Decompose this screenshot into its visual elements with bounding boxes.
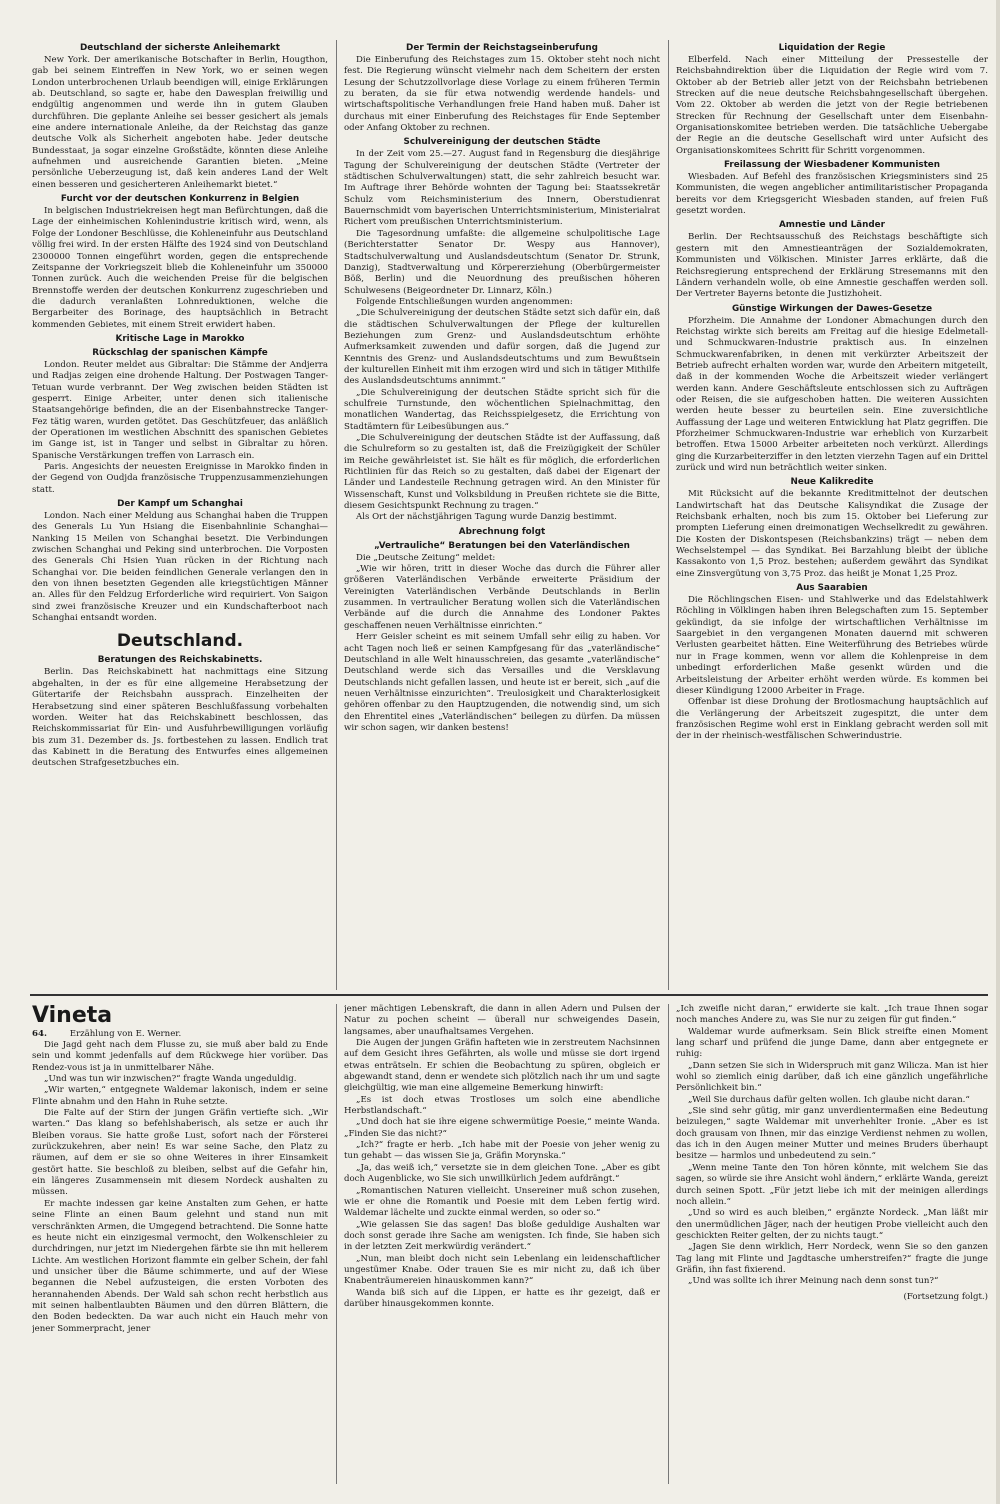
article-headline: Neue Kalikredite [790, 477, 874, 488]
article-headline: Rückschlag der spanischen Kämpfe [92, 347, 268, 358]
story-paragraph: „Sie sind sehr gütig, mir ganz unverdientermaßen eine Bedeutung beizulegen,“ sagte Waldemar mit unverhehlter Ironie. „Aber es ist doch grausam von Ihnen, mir das einzige Verdienst nehmen zu wollen, das ich in den Augen meiner Mutter und meines Bruders überhaupt besitze — harmlos und unbedeutend zu sein.“ [676, 1106, 988, 1162]
serial-text-3 [676, 1004, 988, 1288]
story-paragraph: „Jagen Sie denn wirklich, Herr Nordeck, wenn Sie so den ganzen Tag lang mit Flinte und Jagdtasche umherstreifen?“ fragte die junge Gräfin, ihn fast fixierend. [676, 1242, 988, 1275]
installment-number: 64. [32, 1029, 47, 1039]
article-headline: Furcht vor der deutschen Konkurrenz in Belgien [60, 194, 300, 205]
story-paragraph: „Wie gelassen Sie das sagen! Das bloße geduldige Aushalten war doch sonst gerade ihre Sache am wenigsten. Ich finde, Sie haben sich in der letzten Zeit merkwürdig verändert.“ [344, 1219, 660, 1253]
article-headline: Amnestie und Länder [779, 220, 885, 231]
story-paragraph: Er machte indessen gar keine Anstalten zum Gehen, er hatte seine Flinte an einen Baum gelehnt und stand nun mit verschränkten Armen, die Umgegend betrachtend. Die Sonne hatte es heute nicht ein einzigesmal vermocht, den Wolkenschleier zu durchdringen, nur jetzt im Niedergehen färbte sie ihn mit hellerem Lichte. Am westlichen Horizont flammte ein gelber Schein, der fahl und unsicher über die Bäume schimmerte, und auf der Wiese begannen die Nebel aufzusteigen, die ersten Vorboten des herannahenden Abends. Der Wald sah schon recht herbstlich aus mit seinen halbentlaubten Bäumen und den dürren Blättern, die den Boden bedeckten. Da war auch nicht ein Hauch mehr von jener Sommerpracht, jener [32, 1198, 328, 1334]
article-paragraph: „Die Schulvereinigung der deutschen Städte ist der Auffassung, daß die Schulreform so zu gestalten ist, daß die Freizügigkeit der Schüler im Reiche gewährleistet ist. Sie hält es für möglich, die erforderlichen Richtlinien für das Reich so zu gestalten, daß dabei der Eigenart der Länder und Landesteile Rechnung getragen wird. An den Minister für Wissenschaft, Kunst und Volksbildung in Preußen richtete sie die Bitte, diesem Gesichtspunkt Rechnung zu tragen.“ [344, 433, 660, 512]
column-rule [336, 40, 337, 990]
article-paragraph: Offenbar ist diese Drohung der Brotlosmachung hauptsächlich auf die Verlängerung der Arbeitszeit zugespitzt, die unter dem französischen Regime wohl erst in Einklang gebracht werden soll mit der in der rheinisch-westfälischen Schwerindustrie. [676, 697, 988, 742]
article-paragraph: Mit Rücksicht auf die bekannte Kreditmittelnot der deutschen Landwirtschaft hat das Deutsche Kalisyndikat die Zusage der Reichsbank erhalten, noch bis zum 15. Oktober bei Lieferung zur prompten Lieferung einen dreimonatigen Wechselkredit zu gewähren. Die Kosten der Diskontspesen (Reichsbankzins) trägt — neben dem Wechselstempel — das Syndikat. Bei Barzahlung bleibt der übliche Kassakonto von 1,5 Proz. bestehen; außerdem gewährt das Syndikat eine Zinsvergütung von 3,75 Proz. das heißt je Monat 1,25 Proz. [676, 489, 988, 579]
story-paragraph: „Und was tun wir inzwischen?“ fragte Wanda ungeduldig. [44, 1074, 297, 1085]
story-paragraph: „Wir warten,“ entgegnete Waldemar lakonisch, indem er seine Flinte abnahm und den Hahn in Ruhe setzte. [32, 1085, 328, 1107]
news-column-1 [32, 40, 328, 992]
story-paragraph: Waldemar wurde aufmerksam. Sein Blick streifte einen Moment lang scharf und prüfend die junge Dame, dann aber entgegnete er ruhig: [676, 1026, 988, 1060]
article-paragraph: Die Tagesordnung umfaßte: die allgemeine schulpolitische Lage (Berichterstatter Senator Dr. Wespy aus Hannover), Stadtschulverwaltung und Auslandsdeutschtum (Senator Dr. Strunk, Danzig), Stadtverwaltung und Körpererziehung (Oberbürgermeister Böß, Berlin) und die Neuordnung des preußischen höheren Schulwesens (Beigeordneter Dr. Linnarz, Köln.) [344, 228, 660, 296]
article-headline: Kritische Lage in Marokko [115, 333, 245, 344]
article-headline: Deutschland der sicherste Anleihemarkt [80, 43, 280, 53]
article-paragraph: Wiesbaden. Auf Befehl des französischen Kriegsministers sind 25 Kommunisten, die wegen angeblicher antimilitaristischer Propaganda bereits vor dem Kriegsgericht Wiesbaden standen, auf freien Fuß gesetzt worden. [676, 172, 988, 217]
article-paragraph: Berlin. Das Reichskabinett hat nachmittags eine Sitzung abgehalten, in der es für eine allgemeine Herabsetzung der Gütertarife der Reichsbahn aussprach. Einzelheiten der Herabsetzung sind einer späteren Beschlußfassung vorbehalten worden. Weiter hat das Reichskabinett beschlossen, das Reichskommissariat für Ein- und Ausfuhrbewilligungen vorläufig bis zum 31. Dezember ds. Js. fortbestehen zu lassen. Endlich trat das Kabinett in die Beratung des Entwurfes eines allgemeinen deutschen Strafgesetzbuches ein. [32, 667, 328, 769]
article-headline: Der Kampf um Schanghai [117, 499, 243, 510]
story-paragraph: Die Augen der jungen Gräfin hafteten wie in zerstreutem Nachsinnen auf dem Gesicht ihres Gefährten, als wolle und müsse sie dort irgend etwas enträtseln. Er schien die Beobachtung zu spüren, obgleich er abgewandt stand, denn er wendete sich plötzlich nach ihr um und sagte gleichgültig, wie man eine allgemeine Bemerkung hinwirft: [344, 1038, 660, 1094]
serial-byline: Erzählung von E. Werner. [69, 1029, 182, 1039]
column-rule [336, 1004, 337, 1484]
story-paragraph: „Wenn meine Tante den Ton hören könnte, mit welchem Sie das sagen, so würde sie ihre Ansicht wohl ändern,“ erklärte Wanda, gereizt durch seinen Spott. „Für jetzt liebe ich mit der meinigen allerdings noch allein.“ [676, 1162, 988, 1207]
serial-meta [32, 1028, 328, 1040]
story-paragraph: „Ja, das weiß ich,“ versetzte sie in dem gleichen Tone. „Aber es gibt doch Augenblicke, wo Sie sich unwillkürlich Jedem aufdrängt.“ [344, 1162, 660, 1185]
serial-text-2 [344, 1004, 660, 1310]
article-paragraph: Als Ort der nächstjährigen Tagung wurde Danzig bestimmt. [356, 512, 617, 523]
article-headline: Der Termin der Reichstagseinberufung [406, 43, 598, 53]
article-paragraph: Herr Geisler scheint es mit seinem Umfall sehr eilig zu haben. Vor acht Tagen noch ließ er seinen Kampfgesang für das „vaterländische“ Deutschland in alle Welt hinausschreien, das gesamte „vaterländische“ Deutschland werde sich das Versailles und die Versklavung Deutschlands nicht gefallen lassen, und heute ist er bereit, sich „auf die neuen Verhältnisse einzurichten“. Treulosigkeit und Charakterlosigkeit gehören offenbar zu den Hauptzugenden, die notwendig sind, um sich den Ehrentitel eines „Vaterländischen“ beilegen zu dürfen. Da müssen wir schon sagen, wir danken bestens! [344, 632, 660, 733]
article-headline: Freilassung der Wiesbadener Kommunisten [723, 160, 941, 171]
article-headline: Aus Saarabien [796, 583, 868, 594]
column-rule [668, 40, 669, 990]
continuation-note: (Fortsetzung folgt.) [903, 1291, 988, 1302]
article-paragraph: London. Reuter meldet aus Gibraltar: Die Stämme der Andjerra und Radjas zeigen eine drohende Haltung. Der Postwagen Tanger-Tetuan wurde verbrannt. Der Weg zwischen beiden Städten ist gesperrt. Einige Arbeiter, unter denen sich italienische Staatsangehörige befinden, die an der Eisenbahnstrecke Tanger-Fez tätig waren, wurden getötet. Das Geschützfeuer, das anläßlich der Operationen im westlichen Abschnitt des spanischen Gebietes im Gange ist, ist in Tanger und selbst in Gibraltar zu hören. Spanische Verstärkungen treffen von Larrasch ein. [32, 359, 328, 461]
page-edge [996, 0, 1000, 1504]
article-headline: Beratungen des Reichskabinetts. [97, 655, 263, 666]
article-paragraph: Folgende Entschließungen wurden angenommen: [356, 296, 573, 307]
story-paragraph: Die Jagd geht nach dem Flusse zu, sie muß aber bald zu Ende sein und kommt jedenfalls auf dem Rückwege hier vorüber. Das Rendez-vous ist ja in unmittelbarer Nähe. [32, 1040, 328, 1073]
serial-column-3 [676, 1004, 988, 1494]
news-column-2 [344, 40, 660, 992]
article-headline: „Vertrauliche“ Beratungen bei den Vaterländischen [374, 540, 630, 551]
story-paragraph: „Romantischen Naturen vielleicht. Unsereiner muß schon zusehen, wie er ohne die Romantik und Poesie mit dem Leben fertig wird. Waldemar lächelte und zuckte einmal werden, so oder so.“ [344, 1185, 660, 1219]
story-paragraph: Die Falte auf der Stirn der jungen Gräfin vertiefte sich. „Wir warten.“ Das klang so befehlshaberisch, als setze er auch ihr Bleiben voraus. Sie hatte große Lust, sofort nach der Försterei zurückzukehren, aber nein! Es war seine Sache, den Platz zu räumen, auf dem er sie so ohne Weiteres in ihrer Einsamkeit gestört hatte. Sie beschloß zu bleiben, selbst auf die Gefahr hin, ein längeres Zusammensein mit diesem Nordeck aushalten zu müssen. [32, 1108, 328, 1198]
story-paragraph: „Es ist doch etwas Trostloses um solch eine abendliche Herbstlandschaft.“ [344, 1094, 660, 1117]
serial-title: Vineta [32, 1004, 113, 1028]
article-paragraph: „Wie wir hören, tritt in dieser Woche das durch die Führer aller größeren Vaterländischen Verbände erweiterte Präsidium der Vereinigten Vaterländischen Verbände Deutschlands in Berlin zusammen. In vertraulicher Beratung wollen sich die Vaterländischen Verbände auf die durch die Annahme des Londoner Paktes geschaffenen neuen Verhältnisse einrichten.“ [344, 564, 660, 631]
article-paragraph: In belgischen Industriekreisen hegt man Befürchtungen, daß die Lage der einheimischen Kohlenindustrie kritisch wird, wenn, als Folge der Londoner Beschlüsse, die Kohleneinfuhr aus Deutschland völlig frei wird. In der ersten Hälfte des 1924 sind von Deutschland 2300000 Tonnen eingeführt worden, gegen die entsprechende Zeitspanne der Vorkriegszeit blieb die Kohleneinfuhr um 350000 Tonnen zurück. Auch die weichenden Preise für die belgischen Brennstoffe werden der deutschen Konkurrenz zugeschrieben und die dadurch veranlaßten Lohnreduktionen, welche die Bergarbeiter des Borinage, des hauptsächlich in Betracht kommenden Gebietes, mit einem Streit erwidert haben. [32, 206, 328, 330]
article-paragraph: Berlin. Der Rechtsausschuß des Reichstags beschäftigte sich gestern mit den Amnestieanträgen der Sozialdemokraten, Kommunisten und Völkischen. Minister Jarres erklärte, daß die Reichsregierung entsprechend der Erklärung Stresemanns mit den Ländern verhandeln wolle, ob eine Amnestie geschaffen werden soll. Der Vertreter Bayerns betonte die Justizhoheit. [676, 232, 988, 300]
article-headline: Günstige Wirkungen der Dawes-Gesetze [731, 303, 933, 314]
section-divider [30, 994, 988, 996]
article-paragraph: In der Zeit vom 25.—27. August fand in Regensburg die diesjährige Tagung der Schulvereinigung der deutschen Städte (Vertreter der städtischen Schulverwaltungen) statt, die sehr zahlreich besucht war. Im Auftrage ihrer Behörde wohnten der Tagung bei: Staatssekretär Schulz vom Reichsministerium des Innern, Oberstudienrat Bauernschmidt vom bayerischen Unterrichtsministerium, Ministerialrat Richert vom preußischen Unterrichtsministerium. [344, 149, 660, 228]
article-paragraph: Die „Deutsche Zeitung“ meldet: [356, 552, 496, 563]
section-heading: Deutschland. [116, 631, 244, 652]
story-paragraph: „Ich?“ fragte er herb. „Ich habe mit der Poesie von jeher wenig zu tun gehabt — das wissen Sie ja, Gräfin Morynska.“ [344, 1140, 660, 1162]
story-paragraph: Wanda biß sich auf die Lippen, er hatte es ihr gezeigt, daß er darüber hinausgekommen konnte. [344, 1287, 660, 1309]
serial-column-1 [32, 1004, 328, 1494]
serial-column-2 [344, 1004, 660, 1494]
story-paragraph: „Und so wird es auch bleiben,“ ergänzte Nordeck. „Man läßt mir den unermüdlichen Jäger, nach der heutigen Probe vielleicht auch den geschickten Reiter gelten, der zu nichts taugt.“ [676, 1208, 988, 1241]
story-paragraph: „Und doch hat sie ihre eigene schwermütige Poesie,“ meinte Wanda. „Finden Sie das nicht?“ [344, 1117, 660, 1139]
article-headline: Liquidation der Regie [778, 43, 886, 53]
article-paragraph: London. Nach einer Meldung aus Schanghai haben die Truppen des Generals Lu Yun Hsiang die Eisenbahnlinie Schanghai—Nanking 15 Meilen von Schanghai besetzt. Die Verbindungen zwischen Schanghai und Peking sind unterbrochen. Die Vorposten des Generals Chi Hsien Yuan rücken in der Richtung nach Schanghai vor. Die beiden feindlichen Generale verlangen den in den von ihnen besetzten Gegenden alle kriegstüchtigen Männer an. Alles für den Feldzug Erforderliche wird requiriert. Von Saigon sind zwei französische Kreuzer und ein Kundschafterboot nach Schanghai entsandt worden. [32, 511, 328, 624]
story-paragraph: „Ich zweifle nicht daran,“ erwiderte sie kalt. „Ich traue Ihnen sogar noch manches Andere zu, was Sie nur zu zeigen für gut finden.“ [676, 1004, 988, 1026]
serial-text-1 [32, 1040, 328, 1335]
article-paragraph: „Die Schulvereinigung der deutschen Städte spricht sich für die schulfreie Turnstunde, den wöchentlichen Spielnachmittag, den monatlichen Wandertag, das Reichsspielgesetz, die Errichtung von Stadtämtern für Leibesübungen aus.“ [344, 387, 660, 432]
story-paragraph: „Dann setzen Sie sich in Widerspruch mit ganz Wilicza. Man ist hier wohl so ziemlich einig darüber, daß ich eine gänzlich ungefährliche Persönlichkeit bin.“ [676, 1060, 988, 1094]
news-column-3 [676, 40, 988, 992]
story-paragraph: „Weil Sie durchaus dafür gelten wollen. Ich glaube nicht daran.“ [688, 1094, 970, 1105]
article-headline: Abrechnung folgt [458, 526, 546, 537]
article-paragraph: Pforzheim. Die Annahme der Londoner Abmachungen durch den Reichstag wirkte sich bereits am Freitag auf die hiesige Edelmetall- und Schmuckwaren-Industrie praktisch aus. In einzelnen Schmuckwarenfabriken, in denen mit verkürzter Arbeitszeit der Betrieb aufrecht erhalten worden war, wurde den Arbeitern mitgeteilt, daß in der kommenden Woche die Arbeitszeit wieder verlängert werden kann. Andere Geschäftsleute entschlossen sich zu Aufträgen oder Reisen, die sie aufgeschoben hatten. Die weiteren Aussichten werden heute besser zu beurteilen sein. Eine zuversichtliche Auffassung der Lage und weiteren Entwicklung hat Platz gegriffen. Die Pforzheimer Schmuckwaren-Industrie war erheblich von Kurzarbeit betroffen. Etwa 15000 Arbeiter arbeiteten noch verkürzt. Allerdings ging die Kurzarbeiterziffer in den letzten vierzehn Tagen auf ein Drittel zurück und wird nun beträchtlich weiter sinken. [676, 315, 988, 473]
story-paragraph: jener mächtigen Lebenskraft, die dann in allen Adern und Pulsen der Natur zu pochen scheint — überall nur schweigendes Dasein, langsames, aber unaufhaltsames Vergehen. [344, 1004, 660, 1037]
article-paragraph: New York. Der amerikanische Botschafter in Berlin, Hougthon, gab bei seinem Eintreffen in New York, wo er seinen wegen London unterbrochenen Urlaub beendigen will, einige Erklärungen ab. Deutschland, so sagte er, habe den Dawesplan freiwillig und endgültig angenommen und werde ihn in gutem Glauben durchführen. Die geplante Anleihe sei besser gesichert als jemals eine andere internationale Anleihe, da der Reichstag das ganze deutsche Volk als Sicherheit angeboten habe. Jeder deutsche Bundesstaat, ja sogar einzelne Großstädte, könnten diese Anleihe aufnehmen und ausreichende Garantien bieten. „Meine persönliche Ueberzeugung ist, daß kein anderes Land der Welt einen besseren und gesicherteren Anleihemarkt bietet.“ [32, 55, 328, 190]
article-paragraph: Die Röchlingschen Eisen- und Stahlwerke und das Edelstahlwerk Röchling in Völklingen haben ihren Belegschaften zum 15. September gekündigt, da sie infolge der wirtschaftlichen Verhältnisse im Saargebiet in den vergangenen Monaten dauernd mit schweren Verlusten gearbeitet hätten. Eine Weiterführung des Betriebes würde nur in Frage kommen, wenn vor allem die Kohlenpreise in dem unbedingt erforderlichen Maße gesenkt würden und die Arbeitsleistung der Arbeiter erhöht werden würde. Es kommen bei dieser Kündigung 12000 Arbeiter in Frage. [676, 595, 988, 696]
article-paragraph: Elberfeld. Nach einer Mitteilung der Pressestelle der Reichsbahndirektion über die Liquidation der Regie wird vom 7. Oktober ab der Betrieb aller jetzt von der Reichsbahn betriebenen Strecken auf die neue deutsche Reichsbahngesellschaft übergehen. Vom 22. Oktober ab werden die jetzt von der Regie betriebenen Strecken für Rechnung der Gesellschaft unter dem Eisenbahn-Organisationskomitee betrieben werden. Die tatsächliche Uebergabe der Regie an die deutsche Gesellschaft wird unter Aufsicht des Organisationskomitees Schritt für Schritt vorgenommen. [676, 55, 988, 156]
story-paragraph: „Nun, man bleibt doch nicht sein Lebenlang ein leidenschaftlicher ungestümer Knabe. Oder trauen Sie es mir nicht zu, daß ich über Knabenträumereien hinauskommen kann?“ [344, 1253, 660, 1287]
article-paragraph: Die Einberufung des Reichstages zum 15. Oktober steht noch nicht fest. Die Regierung wünscht vielmehr nach dem Scheitern der ersten Lesung der Schutzzollvorlage diese Vorlage zu einem früheren Termin zu beraten, da sie für etwa notwendig werdende handels- und wirtschaftspolitische Verhandlungen freie Hand haben muß. Daher ist durchaus mit einer Einberufung des Reichstages für Ende September oder Anfang Oktober zu rechnen. [344, 55, 660, 134]
article-paragraph: „Die Schulvereinigung der deutschen Städte setzt sich dafür ein, daß die städtischen Schulverwaltungen der Pflege der kulturellen Beziehungen zum Grenz- und Auslandsdeutschtum erhöhte Aufmerksamkeit zuwenden und dafür sorgen, daß die Jugend zur Kenntnis des Grenz- und Auslandsdeutschtums und zum Bewußtsein der kulturellen Einheit mit ihm erzogen wird und sich in tätiger Mithilfe des Auslandsdeutschtums annimmt.“ [344, 308, 660, 387]
article-headline: Schulvereinigung der deutschen Städte [403, 137, 601, 148]
story-paragraph: „Und was sollte ich ihrer Meinung nach denn sonst tun?“ [688, 1276, 939, 1287]
article-paragraph: Paris. Angesichts der neuesten Ereignisse in Marokko finden in der Gegend von Oudjda französische Truppenzusammenziehungen statt. [32, 462, 328, 495]
column-rule [668, 1004, 669, 1484]
